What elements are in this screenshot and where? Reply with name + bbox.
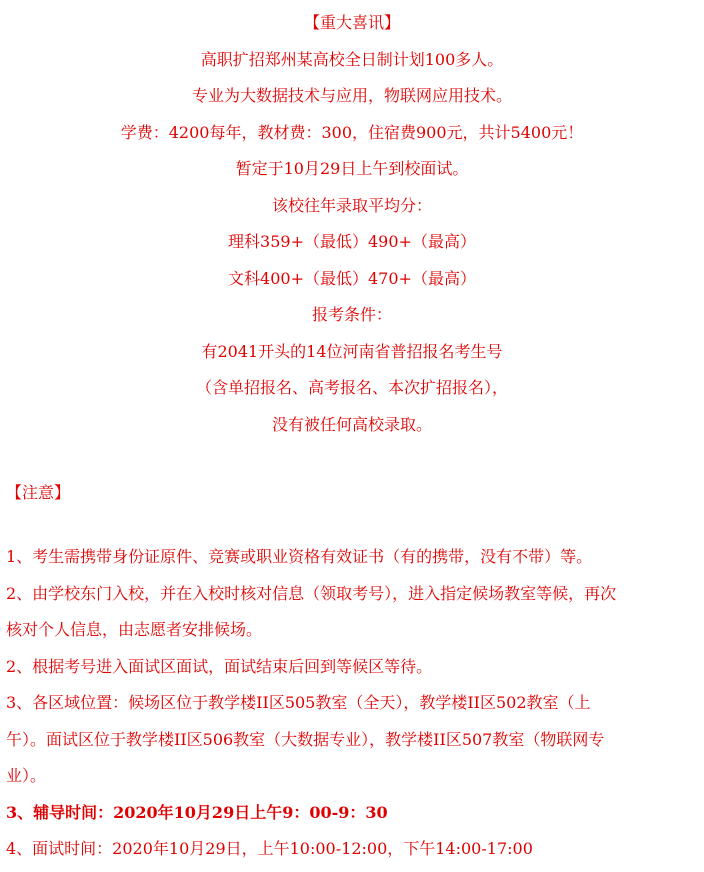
arts-score-line: 文科400+（最低）470+（最高） — [228, 268, 476, 288]
interview-date-line: 暂定于10月29日上午到校面试。 — [235, 159, 469, 178]
notice-item-entrance-cont: 核对个人信息，由志愿者安排候场。 — [6, 620, 263, 639]
announcement-block — [0, 8, 704, 446]
majors-line: 专业为大数据技术与应用，物联网应用技术。 — [191, 86, 512, 105]
requirement-registration-types: （含单招报名、高考报名、本次扩招报名）， — [195, 378, 508, 397]
notice-item-documents: 1、考生需携带身份证原件、竞赛或职业资格有效证书（有的携带，没有不带）等。 — [6, 547, 593, 566]
enrollment-plan-line: 高职扩招郑州某高校全日制计划100多人。 — [200, 49, 504, 69]
science-score-line: 理科359+（最低）490+（最高） — [228, 232, 476, 251]
notice-item-interview-flow: 2、根据考号进入面试区面试，面试结束后回到等候区等待。 — [6, 656, 433, 676]
average-score-heading: 该校往年录取平均分： — [271, 195, 432, 215]
fees-line: 学费：4200每年，教材费：300，住宿费900元，共计5400元！ — [120, 122, 584, 142]
notice-list — [6, 543, 700, 872]
notice-item-interview-time: 4、面试时间：2020年10月29日，上午10:00-12:00，下午14:00-17:00 — [6, 839, 533, 858]
announcement-heading: 【重大喜讯】 — [303, 13, 400, 32]
notice-item-entrance: 2、由学校东门入校，并在入校时核对信息（领取考号），进入指定候场教室等候，再次 — [6, 583, 617, 603]
notice-item-tutoring-time: 3、辅导时间：2020年10月29日上午9：00-9：30 — [6, 802, 388, 822]
notice-item-locations-cont: 午）。面试区位于教学楼II区506教室（大数据专业），教学楼II区507教室（物联网专 — [6, 729, 605, 749]
notice-heading: 【注意】 — [6, 483, 71, 502]
notice-item-locations: 3、各区域位置：候场区位于教学楼II区505教室（全天），教学楼II区502教室（上 — [6, 693, 591, 712]
requirement-exam-number: 有2041开头的14位河南省普招报名考生号 — [201, 341, 503, 361]
requirement-not-admitted: 没有被任何高校录取。 — [271, 414, 432, 434]
requirements-heading: 报考条件： — [311, 305, 392, 324]
notice-item-locations-end: 业）。 — [6, 766, 47, 785]
